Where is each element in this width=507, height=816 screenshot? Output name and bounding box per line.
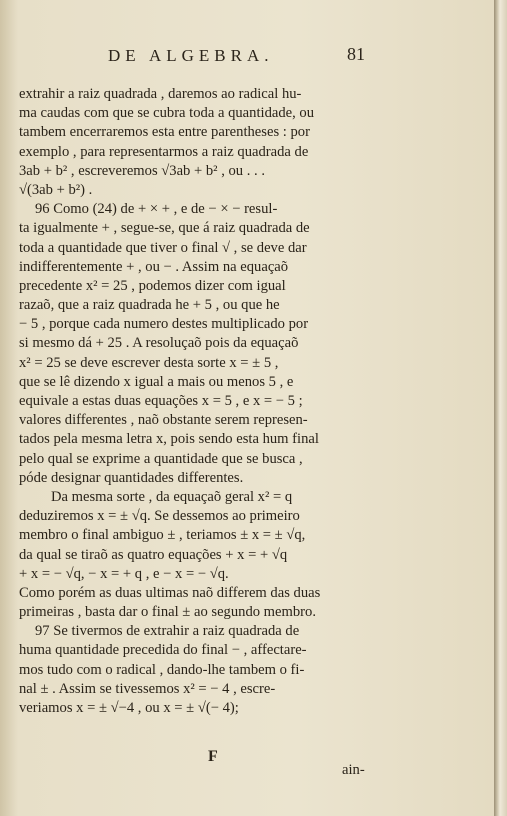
signature-mark: F: [208, 748, 218, 765]
text-line: póde designar quantidades differentes.: [19, 469, 244, 486]
text-line: mos tudo com o radical , dando-lhe tambem o fi-: [19, 661, 305, 678]
text-line: x² = 25 se deve escrever desta sorte x = ± 5 ,: [19, 354, 279, 371]
catchword: ain-: [342, 762, 365, 778]
text-line: huma quantidade precedida do final − , affectare-: [19, 642, 307, 659]
text-line: deduziremos x = ± √q. Se dessemos ao primeiro: [19, 508, 300, 525]
text-line: tados pela mesma letra x, pois sendo esta hum final: [19, 431, 319, 448]
text-line: Como porém as duas ultimas naõ differem das duas: [19, 584, 321, 601]
text-line: si mesmo dá + 25 . A resoluçaõ pois da equaçaõ: [19, 335, 299, 352]
text-line: equivale a estas duas equações x = 5 , e x = − 5 ;: [19, 393, 303, 409]
text-line: exemplo , para representarmos a raiz quadrada de: [19, 143, 309, 160]
text-line: valores differentes , naõ obstante serem represen-: [19, 412, 308, 429]
page-header: [0, 46, 494, 76]
text-line: 97 Se tivermos de extrahir a raiz quadrada de: [35, 623, 300, 640]
text-line: + x = − √q, − x = + q , e − x = − √q.: [19, 565, 229, 582]
text-line: membro o final ambiguo ± , teriamos ± x = ± √q,: [19, 527, 306, 544]
text-line: Da mesma sorte , da equaçaõ geral x² = q: [51, 488, 293, 505]
text-line: 3ab + b² , escreveremos √3ab + b² , ou . . .: [19, 162, 265, 179]
text-line: ta igualmente + , segue-se, que á raiz quadrada de: [19, 220, 310, 237]
text-line: razaõ, que a raiz quadrada he + 5 , ou que he: [19, 297, 280, 314]
text-line: tambem encerraremos esta entre parentheses : por: [19, 124, 310, 141]
page-edge: [494, 0, 507, 816]
text-line: − 5 , porque cada numero destes multiplicado por: [19, 316, 309, 333]
text-line: precedente x² = 25 , podemos dizer com igual: [19, 277, 286, 294]
text-line: veriamos x = ± √−4 , ou x = ± √(− 4);: [19, 700, 239, 716]
running-title: DE ALGEBRA.: [108, 46, 274, 65]
text-line: pelo qual se exprime a quantidade que se busca ,: [19, 450, 303, 467]
text-line: nal ± . Assim se tivessemos x² = − 4 , escre-: [19, 680, 276, 697]
text-line: primeiras , basta dar o final ± ao segundo membro.: [19, 604, 316, 621]
page-number: 81: [347, 44, 365, 64]
text-line: 96 Como (24) de + × + , e de − × − resul-: [35, 201, 278, 218]
page-body: [19, 85, 379, 718]
text-line: ma caudas com que se cubra toda a quantidade, ou: [19, 105, 315, 122]
text-line: que se lê dizendo x igual a mais ou menos 5 , e: [19, 373, 294, 390]
text-line: extrahir a raiz quadrada , daremos ao radical hu-: [19, 86, 302, 102]
text-line: da qual se tiraõ as quatro equações + x = + √q: [19, 546, 288, 563]
text-line: √(3ab + b²) .: [19, 181, 93, 198]
text-line: toda a quantidade que tiver o final √ , se deve dar: [19, 239, 307, 256]
text-line: indifferentemente + , ou − . Assim na equaçaõ: [19, 258, 289, 275]
